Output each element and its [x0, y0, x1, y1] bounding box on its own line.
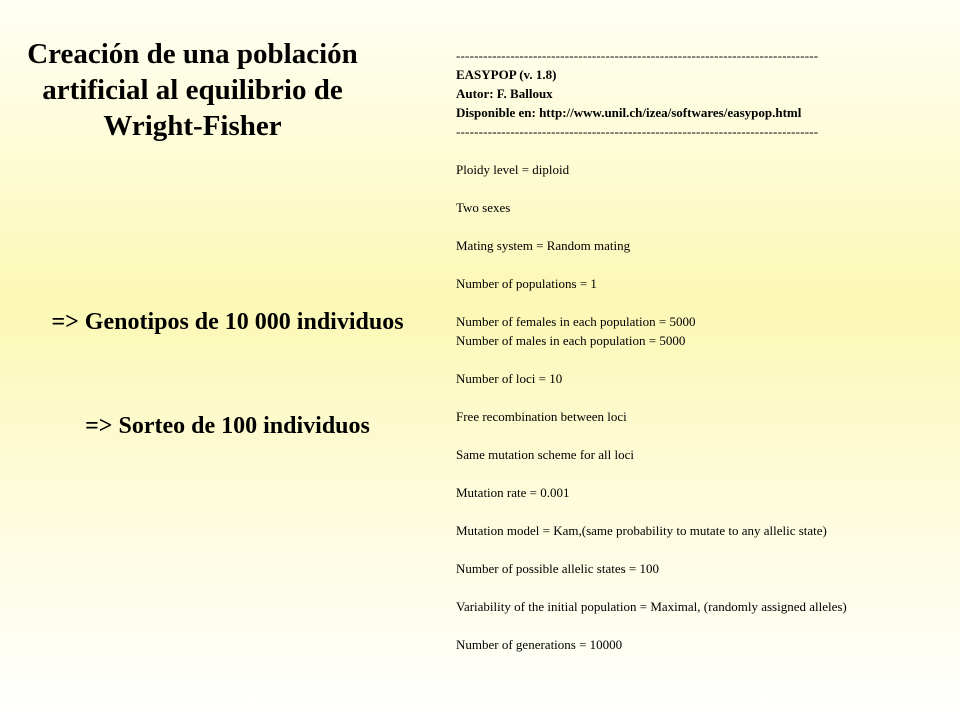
slide-title: Creación de una población artificial al equilibrio de Wright-Fisher	[27, 38, 358, 142]
param-populations: Number of populations = 1	[456, 276, 597, 291]
param-mutation-rate: Mutation rate = 0.001	[456, 485, 570, 500]
param-females: Number of females in each population = 5000	[456, 314, 696, 329]
program-version: EASYPOP (v. 1.8)	[456, 67, 557, 82]
program-availability: Disponible en: http://www.unil.ch/izea/softwares/easypop.html	[456, 105, 802, 120]
easypop-output	[456, 46, 951, 654]
param-generations: Number of generations = 10000	[456, 637, 623, 652]
separator-bottom: --------------------------------------------------------------------------------	[456, 124, 819, 139]
param-recombination: Free recombination between loci	[456, 409, 627, 424]
param-mutation-model: Mutation model = Kam,(same probability to mutate to any allelic state)	[456, 523, 827, 538]
param-loci: Number of loci = 10	[456, 371, 563, 386]
param-ploidy: Ploidy level = diploid	[456, 162, 570, 177]
bullet-genotypes: => Genotipos de 10 000 individuos	[51, 309, 404, 335]
bullet-sampling: => Sorteo de 100 individuos	[85, 413, 370, 439]
param-mutation-scheme: Same mutation scheme for all loci	[456, 447, 634, 462]
separator-top: --------------------------------------------------------------------------------	[456, 48, 819, 63]
param-sexes: Two sexes	[456, 200, 511, 215]
param-mating: Mating system = Random mating	[456, 238, 631, 253]
param-allelic-states: Number of possible allelic states = 100	[456, 561, 660, 576]
param-males: Number of males in each population = 5000	[456, 333, 686, 348]
program-author: Autor: F. Balloux	[456, 86, 553, 101]
param-variability: Variability of the initial population = Maximal, (randomly assigned alleles)	[456, 599, 847, 614]
